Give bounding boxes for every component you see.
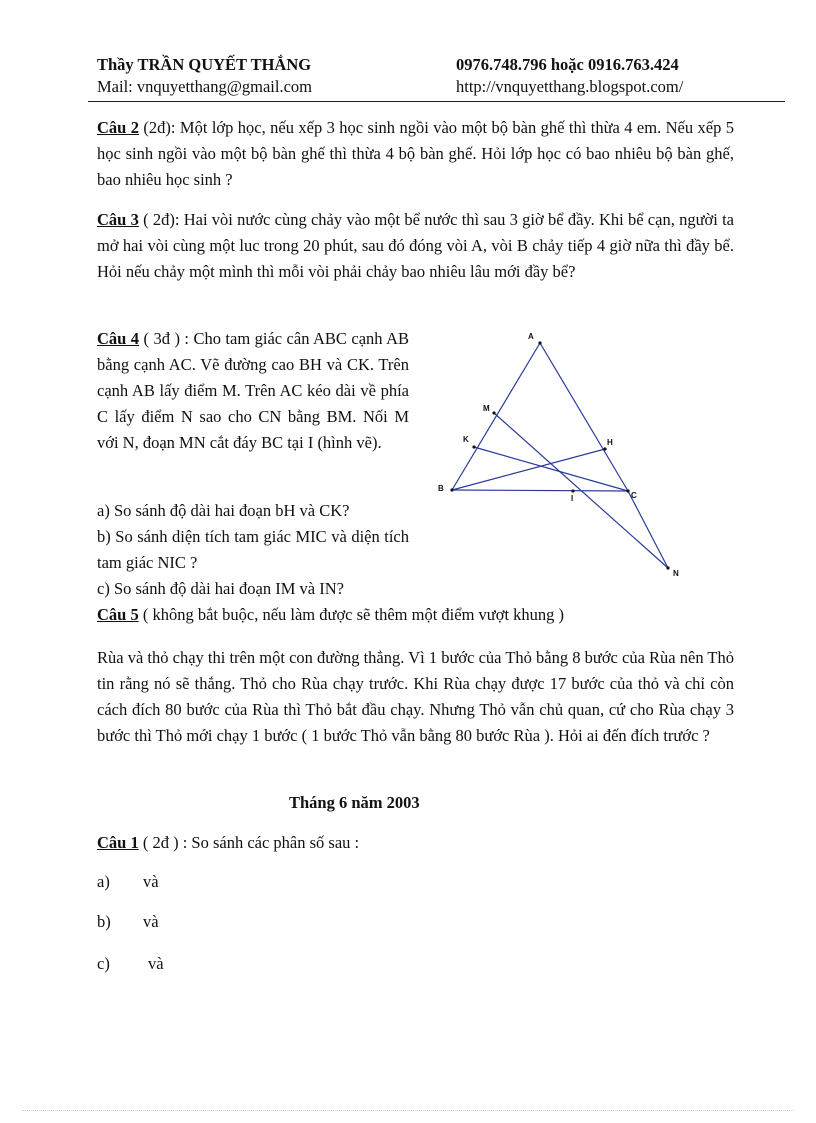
point-h-dot (603, 447, 606, 450)
point-n-dot (666, 566, 669, 569)
question-4-text: ( 3đ ) : Cho tam giác cân ABC cạnh AB bằng cạnh AC. Vẽ đường cao BH và CK. Trên cạnh AB lấy điểm M. Trên AC kéo dài về phía C lấy điểm N sao cho CN bằng BM. Nối M với N, đoạn MN cắt đáy BC tại I (hình vẽ). (97, 329, 410, 452)
segment-ab (452, 343, 540, 490)
question-5-heading (97, 602, 734, 628)
website-url: http://vnquyetthang.blogspot.com/ (456, 77, 684, 96)
point-b-dot (450, 488, 453, 491)
question-4-part-c: c) So sánh độ dài hai đoạn IM và IN? (97, 579, 344, 598)
point-b-label: B (438, 484, 444, 493)
question-1-item-a-letter: a) (97, 872, 110, 891)
segment-bc (452, 490, 628, 491)
question-1-item-c-word: và (148, 954, 164, 973)
question-3-label: Câu 3 (97, 210, 139, 229)
point-n-label: N (673, 569, 679, 578)
question-5-text: Rùa và thỏ chạy thi trên một con đường thẳng. Vì 1 bước của Thỏ bằng 8 bước của Rùa nên Thỏ tin rằng nó sẽ thắng. Thỏ cho Rùa chạy trước. Khi Rùa chạy được 17 bước của thỏ và chỉ còn cách đích 80 bước của Rùa thì Thỏ bắt đầu chạy. Nhưng Thỏ vẫn chủ quan, cứ cho Rùa chạy 3 bước thì Thỏ mới chạy 1 bước ( 1 bước Thỏ vẫn bằng 80 bước Rùa ). Hỏi ai đến đích trước ? (97, 648, 734, 745)
section-title: Tháng 6 năm 2003 (289, 793, 420, 812)
point-m-label: M (483, 404, 490, 413)
point-i-dot (571, 489, 574, 492)
question-1-text: ( 2đ ) : So sánh các phân số sau : (138, 833, 360, 852)
question-1-item-a-word: và (143, 872, 159, 891)
point-c-label: C (631, 491, 637, 500)
question-4-part-a: a) So sánh độ dài hai đoạn bH và CK? (97, 501, 350, 520)
point-h-label: H (607, 438, 613, 447)
question-5-intro: ( không bắt buộc, nếu làm được sẽ thêm một điểm vượt khung ) (138, 605, 565, 624)
segment-bh (452, 449, 605, 490)
teacher-name: Thầy TRẦN QUYẾT THẮNG (97, 55, 312, 74)
question-4-part-b: b) So sánh diện tích tam giác MIC và diện tích tam giác NIC ? (97, 527, 409, 572)
question-1 (97, 830, 734, 856)
point-k-dot (472, 445, 475, 448)
point-k-label: K (463, 435, 469, 444)
segment-ac (540, 343, 628, 491)
segment-ck (474, 447, 628, 491)
point-m-dot (492, 411, 495, 414)
question-1-item-b-word: và (143, 912, 159, 931)
point-a-label: A (528, 332, 534, 341)
segment-cn (628, 491, 668, 568)
question-4-label: Câu 4 (97, 329, 140, 348)
point-i-label: I (571, 494, 574, 503)
point-a-dot (538, 341, 541, 344)
question-3-text: ( 2đ): Hai vòi nước cùng chảy vào một bể nước thì sau 3 giờ bể đầy. Khi bể cạn, người ta mở hai vòi cùng một luc trong 20 phút, sau đó đóng vòi A, vòi B chảy tiếp 4 giờ nữa thì đầy bể. Hỏi nếu chảy một mình thì mỗi vòi phải chảy bao nhiêu lâu mới đầy bể? (97, 210, 734, 281)
question-5-label: Câu 5 (97, 605, 139, 624)
footer-dotted-line (22, 1110, 794, 1111)
point-c-dot (626, 489, 629, 492)
question-2-text: (2đ): Một lớp học, nếu xếp 3 học sinh ngồi vào một bộ bàn ghế thì thừa 4 em. Nếu xếp 5 học sinh ngồi vào một bộ bàn ghế thì thừa 4 bộ bàn ghế. Hỏi lớp học có bao nhiêu bộ bàn ghế, bao nhiêu học sinh ? (97, 118, 735, 189)
question-1-item-b-letter: b) (97, 912, 111, 931)
mail-line: Mail: vnquyetthang@gmail.com (97, 77, 312, 96)
question-1-label: Câu 1 (97, 833, 139, 852)
question-1-item-c-letter: c) (97, 954, 110, 973)
phone-numbers: 0976.748.796 hoặc 0916.763.424 (456, 55, 679, 74)
question-2-label: Câu 2 (97, 118, 140, 137)
